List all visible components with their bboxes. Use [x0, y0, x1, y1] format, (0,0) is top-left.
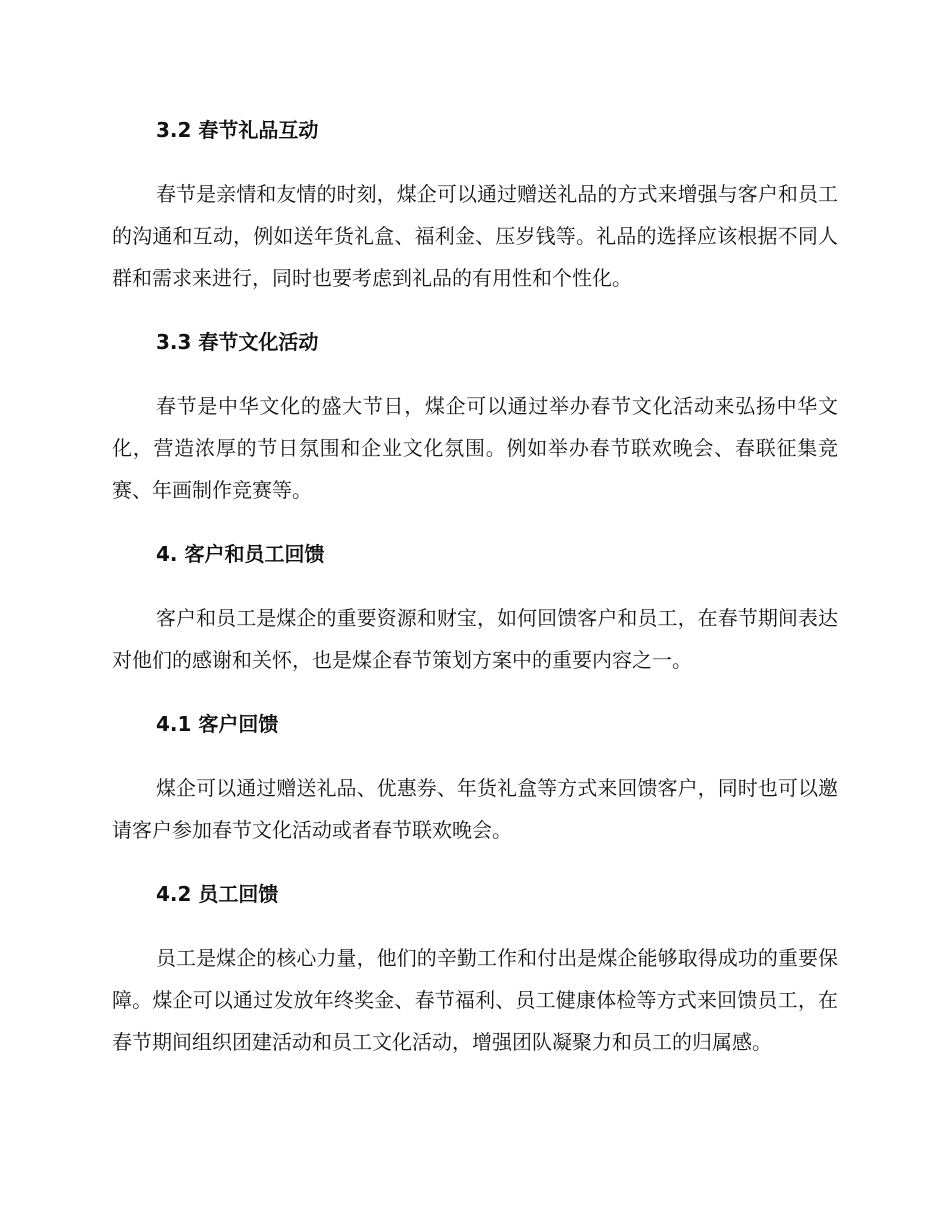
section-body-4-1: 煤企可以通过赠送礼品、优惠券、年货礼盒等方式来回馈客户，同时也可以邀请客户参加春节文化活动或者春节联欢晚会。 [112, 776, 838, 842]
section-heading-4-1: 4.1 客户回馈 [156, 712, 279, 736]
section-heading-3-2: 3.2 春节礼品互动 [156, 118, 319, 142]
section-heading-4: 4. 客户和员工回馈 [156, 542, 325, 566]
section-body-4: 客户和员工是煤企的重要资源和财宝，如何回馈客户和员工，在春节期间表达对他们的感谢和关怀，也是煤企春节策划方案中的重要内容之一。 [112, 606, 838, 672]
section-body-4-2: 员工是煤企的核心力量，他们的辛勤工作和付出是煤企能够取得成功的重要保障。煤企可以通过发放年终奖金、春节福利、员工健康体检等方式来回馈员工，在春节期间组织团建活动和员工文化活动，增强团队凝聚力和员工的归属感。 [112, 946, 838, 1054]
section-body-3-3: 春节是中华文化的盛大节日，煤企可以通过举办春节文化活动来弘扬中华文化，营造浓厚的节日氛围和企业文化氛围。例如举办春节联欢晚会、春联征集竞赛、年画制作竞赛等。 [112, 394, 838, 502]
section-heading-3-3: 3.3 春节文化活动 [156, 330, 319, 354]
section-heading-4-2: 4.2 员工回馈 [156, 882, 279, 906]
section-body-3-2: 春节是亲情和友情的时刻，煤企可以通过赠送礼品的方式来增强与客户和员工的沟通和互动，例如送年货礼盒、福利金、压岁钱等。礼品的选择应该根据不同人群和需求来进行，同时也要考虑到礼品的有用性和个性化。 [112, 182, 838, 290]
